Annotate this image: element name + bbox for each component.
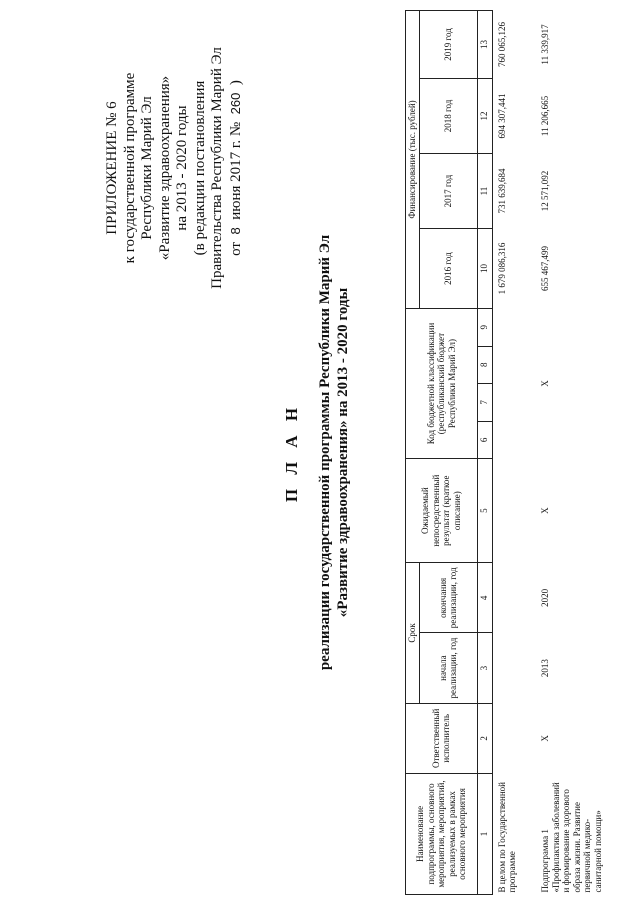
header-financing: Финансирование (тыс. рублей) [406,11,420,309]
closing-paren: ) [227,80,244,86]
appendix-line: к государственной программе [121,72,138,264]
appendix-date-line [227,18,246,318]
row-name: Подпрограмма 1 «Профилактика заболеваний и формирование здорового образа жизни. Развитие первичной медико-санитарной помощи» [540,782,603,893]
header-term-start: начала реализации, год [419,633,477,703]
column-number: 6 [477,421,492,459]
header-2017: 2017 год [419,154,477,229]
date-month-year: июня 2017 г. [227,139,244,220]
header-term-end: окончания реализации, год [419,563,477,633]
number-sign: № [227,121,244,137]
appendix-line: Правительства Республики Марий Эл [209,47,225,289]
column-number: 9 [477,308,492,346]
header-name: Наименование подпрограммы, основного мероприятия, мероприятий, реализуемых в рамках основного мероприятия [406,773,478,894]
appendix-line: «Развитие здравоохранения» [156,75,173,261]
table-row [536,11,626,895]
row-f2018: 694 307,441 [496,93,507,139]
appendix-line: Республики Марий Эл [139,96,155,240]
row-name: В целом по Государственной программе [496,782,517,893]
row-end: 2020 [540,588,550,607]
row-start [492,633,536,703]
header-result: Ожидаемый непосредственный результат (краткое описание) [406,459,478,563]
date-day: 8 [227,227,243,235]
column-number: 12 [477,78,492,153]
column-number: 4 [477,563,492,633]
header-budget-code: Код бюджетной классификации (республиканский бюджет Республики Марий Эл) [406,308,478,458]
row-f2016: 1 679 086,316 [496,242,507,295]
row-f2017: 731 639,684 [496,168,507,214]
appendix-title: ПРИЛОЖЕНИЕ № 6 [104,101,120,235]
resolution-number: 260 [227,92,243,115]
appendix-block [104,18,245,318]
row-f2019: 11 339,917 [540,24,550,65]
row-result [492,459,536,563]
column-number: 11 [477,154,492,229]
row-result: Х [540,507,550,514]
column-number: 10 [477,229,492,309]
appendix-line: на 2013 - 2020 годы [174,105,190,231]
title-block [282,0,352,905]
column-number: 7 [477,384,492,422]
column-number: 3 [477,633,492,703]
row-f2018: 11 206,665 [540,95,550,137]
row-code: Х [540,380,550,387]
column-number: 1 [477,773,492,894]
row-end [492,563,536,633]
page-subtitle: реализации государственной программы Республики Марий Эл [317,234,333,671]
page-title: П Л А Н [282,402,301,503]
row-f2019: 760 065,126 [496,21,507,67]
plan-table [405,10,626,895]
header-2016: 2016 год [419,229,477,309]
column-number: 8 [477,346,492,384]
column-number: 2 [477,703,492,773]
table-row [492,11,536,895]
page-subtitle: «Развитие здравоохранения» на 2013 - 2020 годы [335,287,351,618]
header-term: Срок [406,563,420,703]
row-f2016: 655 467,499 [540,246,550,292]
date-prefix: от [227,242,244,256]
appendix-line: (в редакции постановления [191,80,208,256]
header-2019: 2019 год [419,11,477,79]
header-executor: Ответственный исполнитель [406,703,478,773]
row-code [492,308,536,458]
column-number: 13 [477,11,492,79]
row-executor: Х [540,735,550,742]
row-f2017: 12 571,092 [540,170,550,212]
header-2018: 2018 год [419,78,477,153]
row-executor [492,703,536,773]
column-number: 5 [477,459,492,563]
row-start: 2013 [540,659,550,678]
column-number-row [477,11,492,895]
